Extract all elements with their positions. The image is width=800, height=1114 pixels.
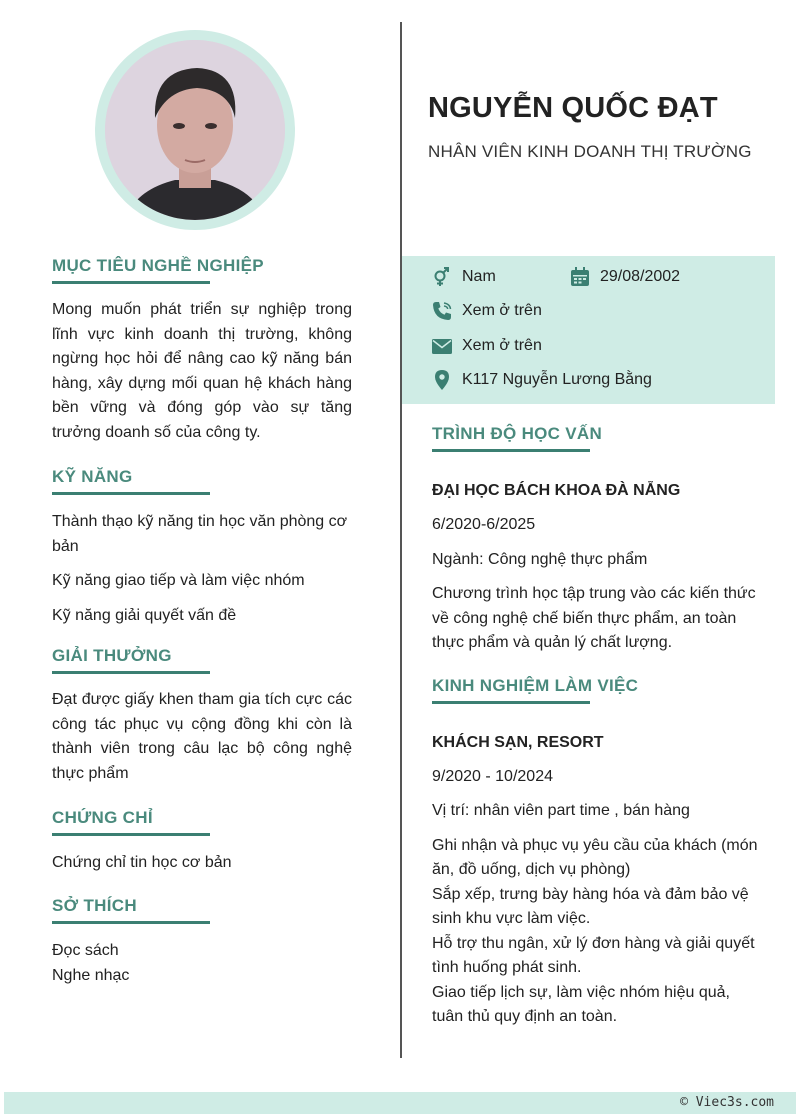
objective-heading: MỤC TIÊU NGHỀ NGHIỆP (52, 256, 352, 284)
duty-item: Hỗ trợ thu ngân, xử lý đơn hàng và giải quyết tình huống phát sinh. (432, 934, 755, 976)
duty-item: Giao tiếp lịch sự, làm việc nhóm hiệu quả, tuân thủ quy định an toàn. (432, 983, 730, 1025)
awards-text: Đạt được giấy khen tham gia tích cực các công tác phục vụ cộng đồng khi còn là thành viên trong câu lạc bộ công nghệ thực phẩm (52, 691, 352, 782)
gender-value: Nam (462, 268, 496, 285)
experience-position: Vị trí: nhân viên part time , bán hàng (432, 802, 690, 819)
objective-section (52, 256, 352, 445)
skills-heading: KỸ NĂNG (52, 467, 352, 495)
skills-section (52, 467, 352, 628)
birthday-row (570, 267, 680, 287)
company-name: KHÁCH SẠN, RESORT (432, 733, 604, 751)
hobby-item: Đọc sách (52, 941, 119, 959)
footer-bar (4, 1092, 796, 1114)
awards-section (52, 646, 352, 786)
objective-text: Mong muốn phát triển sự nghiệp trong lĩnh vực kinh doanh thị trường, không ngừng học hỏi để nâng cao kỹ năng bán hàng, xây dựng mối quan hệ khách hàng bền vững và đóng góp vào sự tăng trưởng doanh số của công ty. (52, 301, 352, 441)
skill-item: Thành thạo kỹ năng tin học văn phòng cơ bản (52, 513, 348, 555)
phone-value[interactable]: Xem ở trên (462, 302, 542, 319)
avatar-frame (95, 30, 295, 230)
experience-heading: KINH NGHIỆM LÀM VIỆC (432, 676, 762, 704)
gender-row (432, 267, 496, 287)
duty-item: Ghi nhận và phục vụ yêu cầu của khách (món ăn, đồ uống, dịch vụ phòng) (432, 836, 758, 878)
education-heading: TRÌNH ĐỘ HỌC VẤN (432, 424, 762, 452)
contact-panel (402, 256, 775, 404)
copyright-text: © Viec3s.com (680, 1095, 774, 1110)
hobbies-heading: SỞ THÍCH (52, 896, 352, 924)
envelope-icon (432, 336, 452, 356)
certificate-item: Chứng chỉ tin học cơ bản (52, 854, 232, 871)
candidate-name: NGUYỄN QUỐC ĐẠT (428, 92, 718, 124)
avatar (105, 40, 285, 220)
education-period: 6/2020-6/2025 (432, 516, 536, 533)
skill-item: Kỹ năng giải quyết vấn đề (52, 606, 237, 624)
phone-row (432, 301, 542, 321)
address-value: K117 Nguyễn Lương Bằng (462, 371, 652, 388)
education-major: Ngành: Công nghệ thực phẩm (432, 550, 648, 568)
experience-period: 9/2020 - 10/2024 (432, 767, 553, 785)
right-column (432, 424, 762, 1030)
hobby-item: Nghe nhạc (52, 967, 130, 984)
gender-icon (432, 267, 452, 287)
skill-item: Kỹ năng giao tiếp và làm việc nhóm (52, 572, 305, 589)
hobbies-section (52, 896, 352, 989)
awards-heading: GIẢI THƯỞNG (52, 646, 352, 674)
left-column (52, 256, 352, 989)
calendar-icon (570, 267, 590, 287)
duty-item: Sắp xếp, trưng bày hàng hóa và đảm bảo vệ sinh khu vực làm việc. (432, 885, 749, 927)
email-row (432, 336, 542, 356)
address-row (432, 370, 652, 390)
education-section (432, 424, 762, 656)
avatar-portrait (105, 40, 285, 220)
school-name: ĐẠI HỌC BÁCH KHOA ĐÀ NẴNG (432, 482, 681, 499)
experience-section (432, 676, 762, 1030)
email-value[interactable]: Xem ở trên (462, 337, 542, 354)
location-pin-icon (432, 370, 452, 390)
candidate-role: NHÂN VIÊN KINH DOANH THỊ TRƯỜNG (428, 142, 752, 161)
column-divider (400, 22, 402, 1058)
phone-icon (432, 301, 452, 321)
education-description: Chương trình học tập trung vào các kiến thức về công nghệ chế biến thực phẩm, an toàn thực phẩm và quản lý chất lượng. (432, 585, 756, 651)
certificates-section (52, 808, 352, 876)
birthday-value: 29/08/2002 (600, 268, 681, 285)
certificates-heading: CHỨNG CHỈ (52, 808, 352, 836)
